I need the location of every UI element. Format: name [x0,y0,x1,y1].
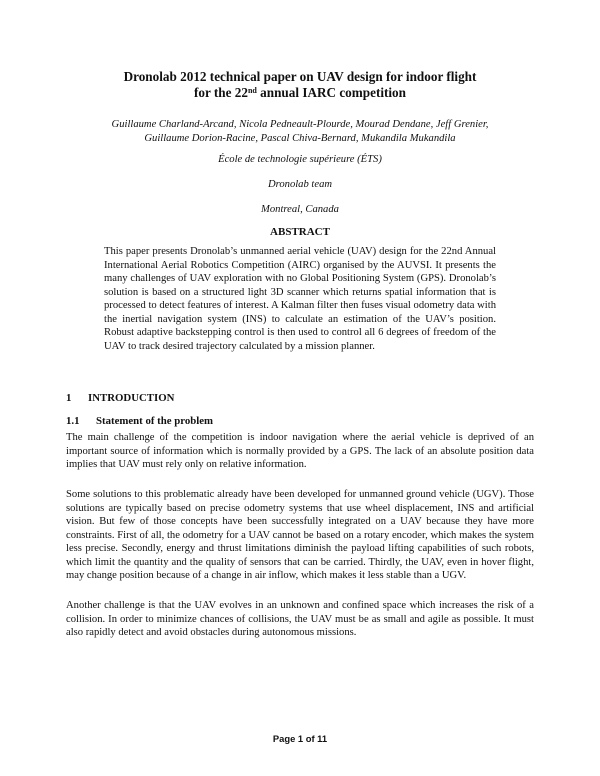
intro-paragraph-2: Some solutions to this problematic already have been developed for unmanned ground vehicle (UGV). Those solutions are typically based on precise odometry systems that use wheel displacement, INS and artificial vision. But few of those concepts have been successfully integrated on a UAV because they have more constraints. First of all, the odometry for a UAV cannot be based on a rotary encoder, which makes the system less precise. Secondly, energy and thrust limitations diminish the payload lifting capabilities of such robots, which limit the quantity and the quality of sensors that can be carried. Thirdly, the UAV, even in hover flight, may change position because of a change in air inflow, which makes it less stable than a UGV. [66,489,534,581]
authors-line-2: Guillaume Dorion-Racine, Pascal Chiva-Bernard, Mukandila Mukandila [144,133,456,144]
section-heading-introduction [66,392,174,404]
section-title: INTRODUCTION [88,392,175,404]
title-line-2-suffix: annual IARC competition [256,85,406,100]
subsection-number: 1.1 [66,415,80,427]
intro-paragraph-3: Another challenge is that the UAV evolves in an unknown and confined space which increases the risk of a collision. In order to minimize chances of collisions, the UAV must be as small and agile as possible. It must also rapidly detect and avoid obstacles during autonomous missions. [66,600,534,638]
abstract-heading: ABSTRACT [270,226,330,238]
intro-paragraph-1: The main challenge of the competition is indoor navigation where the aerial vehicle is deprived of an important source of information which is normally provided by a GPS. The lack of an absolute position data implies that UAV must rely only on relative information. [66,432,534,470]
abstract-text: This paper presents Dronolab’s unmanned aerial vehicle (UAV) design for the 22nd Annual International Aerial Robotics Competition (AIRC) organised by the AUVSI. It presents the many challenges of UAV exploration with no Global Positioning System (GPS). Dronolab’s solution is based on a structured light 3D scanner which returns spatial information that is processed to detect features of interest. A Kalman filter then fuses visual odometry data with the inertial navigation system (INS) to calculate an estimation of the UAV’s position. Robust adaptive backstepping control is then used to control all 6 degrees of freedom of the UAV to track desired trajectory calculated by a mission planner. [104,246,496,352]
subsection-heading-statement [66,415,213,427]
affiliation-location: Montreal, Canada [261,204,339,215]
page-number-footer: Page 1 of 11 [272,733,328,744]
paper-title [60,69,540,101]
title-line-1: Dronolab 2012 technical paper on UAV design for indoor flight [123,69,477,84]
affiliation-team: Dronolab team [267,179,333,190]
authors-line-1: Guillaume Charland-Arcand, Nicola Pedneault-Plourde, Mourad Dendane, Jeff Grenier, [111,119,489,130]
section-number: 1 [66,392,72,404]
subsection-title: Statement of the problem [96,415,214,427]
title-line-2 [60,85,540,101]
title-line-2-prefix: for the 22 [194,85,248,100]
title-superscript: nd [247,86,257,95]
author-list [70,118,530,146]
affiliation-school: École de technologie supérieure (ÉTS) [218,154,382,165]
